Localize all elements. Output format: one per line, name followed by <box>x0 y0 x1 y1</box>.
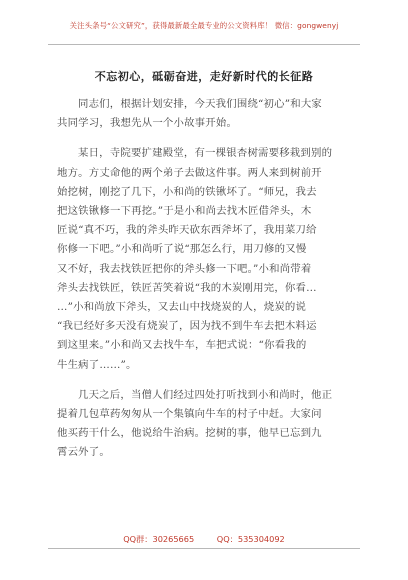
text-line: 几天之后，当僧人们经过四处打听找到小和尚时，他正 <box>78 388 333 401</box>
text-line: 提着几包草药匆匆从一个集镇向牛车的村子中赶。大家问 <box>57 408 322 421</box>
text-line: 你修一下吧。”小和尚听了说“那怎么行，用刀修的又慢 <box>57 243 307 256</box>
footer-divider <box>48 548 360 549</box>
text-line: 到这里来。”小和尚又去找牛车，车把式说：“你看我的 <box>57 339 307 352</box>
document-body <box>57 95 363 474</box>
text-line: 又不好，我去找铁匠把你的斧头修一下吧。”小和尚带着 <box>57 262 312 275</box>
text-line: 斧头去找铁匠，铁匠苦笑着说“我的木炭刚用完，你看… <box>57 281 317 294</box>
footer-qq: QQ：535304092 <box>216 534 285 544</box>
header-divider <box>48 44 360 45</box>
text-line: 某日，寺院要扩建殿堂，有一棵银杏树需要移栽到别的 <box>78 147 333 160</box>
text-line: 牛生病了……”。 <box>57 358 137 371</box>
paragraph-story <box>57 144 363 374</box>
text-line: 始挖树，刚挖了几下，小和尚的铁锹坏了。“师兄，我去 <box>57 185 317 198</box>
text-line: 匠说“真不巧，我的斧头昨天砍东西斧坏了，我用菜刀给 <box>57 224 317 237</box>
paragraph-intro <box>57 95 363 133</box>
text-line: 他买药干什么，他说给牛治病。挖树的事，他早已忘到九 <box>57 427 322 440</box>
text-line: 把这铁锹修一下再挖。”于是小和尚去找木匠借斧头，木 <box>57 205 312 218</box>
text-line: 同志们，根据计划安排，今天我们围绕“初心”和大家 <box>78 98 323 110</box>
footer-qq-group: QQ群：30265665 <box>123 534 195 544</box>
text-line: 共同学习，我想先从一个小故事开始。 <box>57 117 238 130</box>
text-line: “我已经好多天没有烧炭了，因为找不到牛车去把木料运 <box>57 320 317 333</box>
text-line: 地方。方丈命他的两个弟子去做这件事。两人来到树前开 <box>57 166 322 179</box>
text-line: 霄云外了。 <box>57 446 110 459</box>
paragraph-conclusion <box>57 386 363 463</box>
footer-contacts <box>0 534 408 545</box>
header-promo-note: 关注头条号“公文研究”，获得最新最全最专业的公文资料库！ 微信：gongwenyj <box>69 21 339 30</box>
document-title: 不忘初心，砥砺奋进，走好新时代的长征路 <box>94 70 314 83</box>
text-line: …”小和尚放下斧头，又去山中找烧炭的人，烧炭的说 <box>57 301 307 314</box>
